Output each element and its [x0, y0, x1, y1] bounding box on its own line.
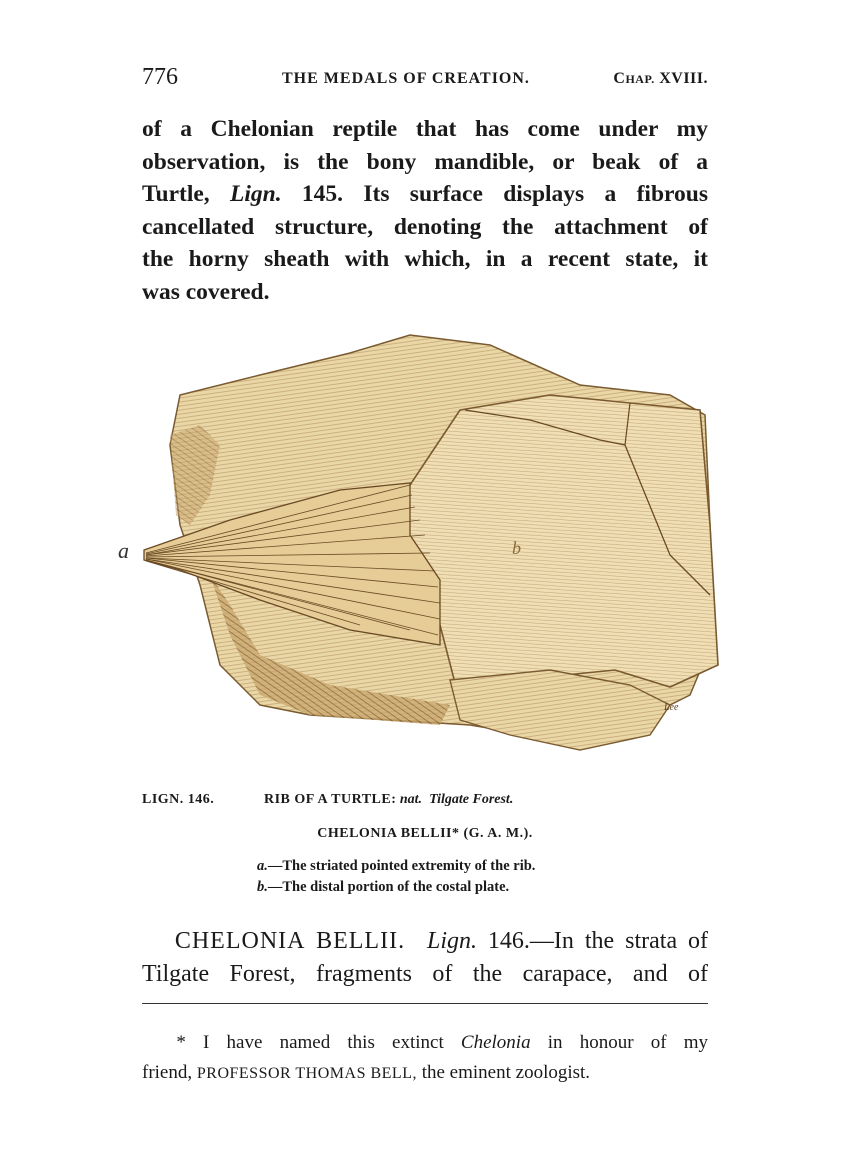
species-heading: CHELONIA BELLII.	[174, 928, 406, 954]
text-fragment: in honour of my	[530, 1032, 709, 1053]
note-text: —The striated pointed extremity of the rib.	[267, 858, 536, 874]
lign-reference: Lign.	[426, 928, 477, 954]
text-fragment: PROFESSOR THOMAS BELL,	[196, 1065, 417, 1082]
text-fragment: friend,	[142, 1062, 197, 1083]
paragraph-one	[142, 113, 708, 308]
footnote-rule	[142, 1003, 708, 1004]
paragraph-two	[142, 925, 708, 990]
caption-note-a	[257, 858, 535, 875]
text-fragment: the eminent zoologist.	[416, 1062, 591, 1083]
text-line: cancellated structure, denoting the attachment of	[142, 213, 708, 240]
text-line	[142, 178, 708, 211]
text-fragment: 146.—In the strata of	[476, 928, 709, 954]
caption-title-sc: RIB OF A TURTLE:	[264, 792, 397, 807]
running-header	[142, 64, 708, 92]
footnote	[142, 1028, 708, 1089]
text-fragment: Turtle,	[142, 181, 230, 207]
caption-place: Tilgate Forest.	[429, 792, 514, 807]
note-text: —The distal portion of the costal plate.	[267, 879, 510, 895]
turtle-rib-illustration	[110, 325, 730, 775]
text-fragment: 145. Its surface displays a fibrous	[281, 181, 708, 207]
running-title: THE MEDALS OF CREATION.	[282, 70, 530, 87]
chapter-number: XVIII.	[659, 70, 708, 87]
chapter-label	[613, 70, 708, 88]
caption-title	[264, 792, 513, 808]
footnote-line	[142, 1058, 708, 1089]
text-line: the horny sheath with which, in a recent state, it	[142, 246, 708, 272]
text-line: of a Chelonian reptile that has come under my	[142, 116, 708, 142]
text-line: observation, is the bony mandible, or beak of a	[142, 148, 708, 175]
text-line	[142, 925, 708, 958]
text-fragment: Chelonia	[460, 1032, 531, 1053]
caption-note-b	[257, 879, 509, 896]
costal-plate	[400, 395, 718, 687]
caption-nat: nat.	[399, 792, 423, 807]
note-key: a.	[257, 858, 268, 874]
text-line: Tilgate Forest, fragments of the carapace, and of	[142, 960, 708, 987]
lign-reference: Lign.	[230, 181, 282, 207]
engraver-signature: Lee	[664, 702, 679, 713]
footnote-line	[142, 1028, 708, 1058]
caption-species: CHELONIA BELLII* (G. A. M.).	[317, 826, 533, 841]
figure-label-b: b	[512, 538, 521, 558]
caption-label: LIGN. 146.	[142, 792, 215, 807]
figure-label-a: a	[118, 538, 129, 563]
page-number: 776	[142, 64, 178, 90]
chapter-smallcaps: HAP.	[625, 72, 655, 86]
text-line: was covered.	[142, 278, 270, 305]
text-fragment: * I have named this extinct	[176, 1032, 461, 1053]
note-key: b.	[257, 879, 268, 895]
chapter-prefix: C	[613, 70, 626, 87]
